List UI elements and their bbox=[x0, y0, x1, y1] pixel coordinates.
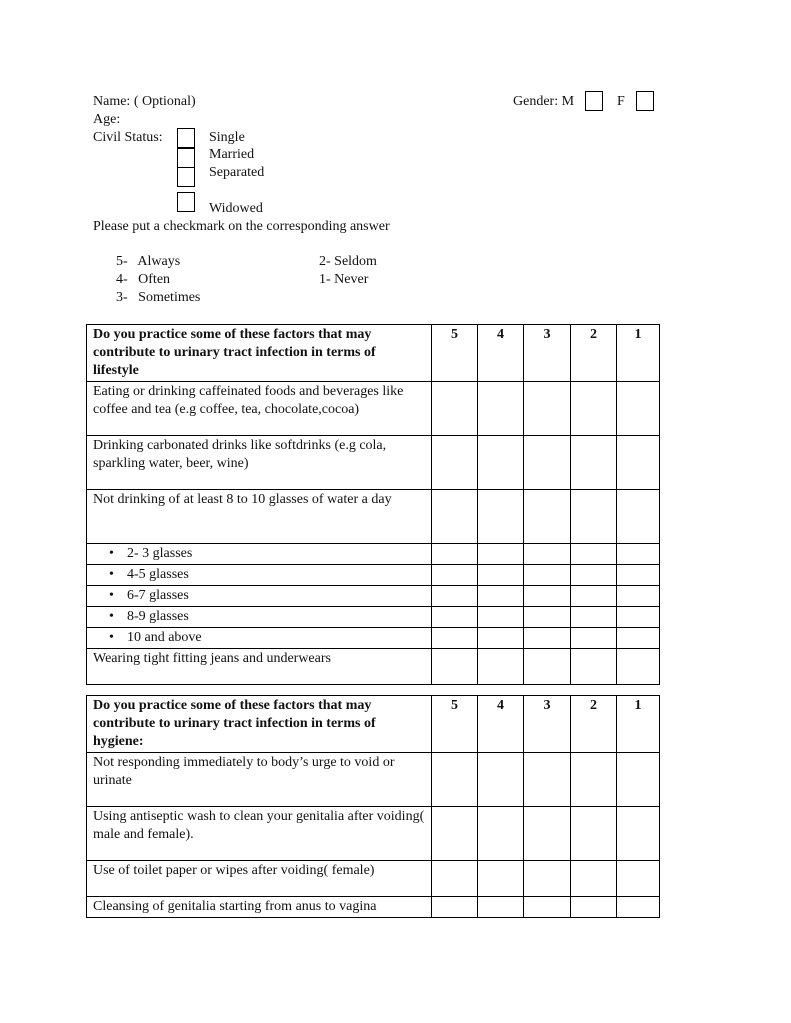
answer-cell[interactable] bbox=[478, 861, 524, 897]
answer-cell[interactable] bbox=[617, 544, 660, 565]
bullet-item: • 8-9 glasses bbox=[87, 607, 432, 628]
answer-cell[interactable] bbox=[571, 628, 617, 649]
answer-cell[interactable] bbox=[432, 490, 478, 544]
answer-cell[interactable] bbox=[478, 649, 524, 685]
answer-cell[interactable] bbox=[571, 382, 617, 436]
answer-cell[interactable] bbox=[478, 586, 524, 607]
answer-cell[interactable] bbox=[432, 436, 478, 490]
answer-cell[interactable] bbox=[571, 649, 617, 685]
civil-married-label: Married bbox=[209, 147, 255, 162]
question-toilet-paper: Use of toilet paper or wipes after voiding( female) bbox=[87, 861, 432, 897]
rating-header-1: 1 bbox=[617, 696, 660, 753]
rating-header-2: 2 bbox=[571, 696, 617, 753]
bullet-item: • 10 and above bbox=[87, 628, 432, 649]
question-caffeine: Eating or drinking caffeinated foods and beverages like coffee and tea (e.g coffee, tea, chocolate,cocoa) bbox=[87, 382, 432, 436]
answer-cell[interactable] bbox=[478, 753, 524, 807]
table-row bbox=[87, 565, 660, 586]
answer-cell[interactable] bbox=[571, 897, 617, 918]
scale-sometimes: 3- Sometimes bbox=[116, 290, 201, 305]
answer-cell[interactable] bbox=[524, 586, 571, 607]
table-row bbox=[87, 382, 660, 436]
answer-cell[interactable] bbox=[617, 649, 660, 685]
answer-cell[interactable] bbox=[617, 565, 660, 586]
answer-cell[interactable] bbox=[478, 436, 524, 490]
answer-cell[interactable] bbox=[571, 807, 617, 861]
lifestyle-header: Do you practice some of these factors that may contribute to urinary tract infection in terms of lifestyle bbox=[87, 325, 432, 382]
answer-cell[interactable] bbox=[524, 753, 571, 807]
answer-cell[interactable] bbox=[524, 861, 571, 897]
rating-header-3: 3 bbox=[524, 696, 571, 753]
question-tight-clothing: Wearing tight fitting jeans and underwears bbox=[87, 649, 432, 685]
answer-cell[interactable] bbox=[524, 607, 571, 628]
table-row bbox=[87, 586, 660, 607]
bullet-item: • 4-5 glasses bbox=[87, 565, 432, 586]
answer-cell[interactable] bbox=[432, 649, 478, 685]
answer-cell[interactable] bbox=[571, 607, 617, 628]
lifestyle-table bbox=[86, 324, 660, 685]
hygiene-table bbox=[86, 695, 660, 918]
name-label: Name: ( Optional) bbox=[93, 94, 196, 109]
scale-never: 1- Never bbox=[319, 272, 369, 287]
answer-cell[interactable] bbox=[571, 436, 617, 490]
gender-label: Gender: M bbox=[513, 94, 575, 109]
answer-cell[interactable] bbox=[478, 607, 524, 628]
answer-cell[interactable] bbox=[617, 861, 660, 897]
rating-header-2: 2 bbox=[571, 325, 617, 382]
rating-header-4: 4 bbox=[478, 696, 524, 753]
answer-cell[interactable] bbox=[524, 807, 571, 861]
answer-cell[interactable] bbox=[524, 897, 571, 918]
answer-cell[interactable] bbox=[571, 861, 617, 897]
answer-cell[interactable] bbox=[571, 586, 617, 607]
table-row bbox=[87, 436, 660, 490]
answer-cell[interactable] bbox=[617, 897, 660, 918]
bullet-icon: • bbox=[109, 588, 114, 603]
answer-cell[interactable] bbox=[571, 544, 617, 565]
answer-cell[interactable] bbox=[478, 544, 524, 565]
civil-married-checkbox[interactable] bbox=[177, 148, 195, 168]
answer-cell[interactable] bbox=[524, 382, 571, 436]
question-urge-to-void: Not responding immediately to body’s urge to void or urinate bbox=[87, 753, 432, 807]
question-antiseptic-wash: Using antiseptic wash to clean your genitalia after voiding( male and female). bbox=[87, 807, 432, 861]
rating-header-5: 5 bbox=[432, 696, 478, 753]
scale-often: 4- Often bbox=[116, 272, 171, 287]
answer-cell[interactable] bbox=[478, 565, 524, 586]
answer-cell[interactable] bbox=[432, 807, 478, 861]
answer-cell[interactable] bbox=[617, 436, 660, 490]
answer-cell[interactable] bbox=[432, 897, 478, 918]
hygiene-header: Do you practice some of these factors that may contribute to urinary tract infection in terms of hygiene: bbox=[87, 696, 432, 753]
answer-cell[interactable] bbox=[524, 628, 571, 649]
civil-status-label: Civil Status: bbox=[93, 130, 163, 145]
answer-cell[interactable] bbox=[432, 565, 478, 586]
answer-cell[interactable] bbox=[617, 382, 660, 436]
answer-cell[interactable] bbox=[478, 490, 524, 544]
bullet-icon: • bbox=[109, 609, 114, 624]
answer-cell[interactable] bbox=[617, 586, 660, 607]
answer-cell[interactable] bbox=[432, 544, 478, 565]
rating-header-4: 4 bbox=[478, 325, 524, 382]
scale-seldom: 2- Seldom bbox=[319, 254, 377, 269]
gender-m-checkbox[interactable] bbox=[585, 91, 603, 111]
answer-cell[interactable] bbox=[478, 382, 524, 436]
table-row bbox=[87, 628, 660, 649]
bullet-icon: • bbox=[109, 546, 114, 561]
rating-header-3: 3 bbox=[524, 325, 571, 382]
table-row bbox=[87, 490, 660, 544]
answer-cell[interactable] bbox=[432, 861, 478, 897]
answer-cell[interactable] bbox=[524, 490, 571, 544]
question-water: Not drinking of at least 8 to 10 glasses of water a day bbox=[87, 490, 432, 544]
civil-single-checkbox[interactable] bbox=[177, 128, 195, 148]
answer-cell[interactable] bbox=[617, 628, 660, 649]
gender-f-checkbox[interactable] bbox=[636, 91, 654, 111]
rating-header-5: 5 bbox=[432, 325, 478, 382]
answer-cell[interactable] bbox=[478, 628, 524, 649]
bullet-icon: • bbox=[109, 630, 114, 645]
civil-widowed-checkbox[interactable] bbox=[177, 192, 195, 212]
table-header-row bbox=[87, 696, 660, 753]
table-row bbox=[87, 897, 660, 918]
answer-cell[interactable] bbox=[432, 628, 478, 649]
bullet-icon: • bbox=[109, 567, 114, 582]
table-row bbox=[87, 544, 660, 565]
answer-cell[interactable] bbox=[524, 565, 571, 586]
answer-cell[interactable] bbox=[617, 490, 660, 544]
table-row bbox=[87, 649, 660, 685]
answer-cell[interactable] bbox=[432, 586, 478, 607]
age-label: Age: bbox=[93, 112, 121, 127]
answer-cell[interactable] bbox=[478, 807, 524, 861]
civil-single-label: Single bbox=[209, 130, 245, 145]
answer-cell[interactable] bbox=[524, 649, 571, 685]
civil-separated-checkbox[interactable] bbox=[177, 167, 195, 187]
answer-cell[interactable] bbox=[524, 544, 571, 565]
answer-cell[interactable] bbox=[432, 382, 478, 436]
answer-cell[interactable] bbox=[524, 436, 571, 490]
table-row bbox=[87, 607, 660, 628]
answer-cell[interactable] bbox=[432, 607, 478, 628]
answer-cell[interactable] bbox=[571, 753, 617, 807]
answer-cell[interactable] bbox=[571, 565, 617, 586]
bullet-item: • 6-7 glasses bbox=[87, 586, 432, 607]
question-cleansing-direction: Cleansing of genitalia starting from anus to vagina bbox=[87, 897, 432, 918]
scale-always: 5- Always bbox=[116, 254, 181, 269]
answer-cell[interactable] bbox=[617, 607, 660, 628]
answer-cell[interactable] bbox=[478, 897, 524, 918]
gender-f-label: F bbox=[617, 94, 625, 109]
rating-header-1: 1 bbox=[617, 325, 660, 382]
question-carbonated: Drinking carbonated drinks like softdrinks (e.g cola, sparkling water, beer, wine) bbox=[87, 436, 432, 490]
table-row bbox=[87, 807, 660, 861]
civil-separated-label: Separated bbox=[209, 165, 265, 180]
answer-cell[interactable] bbox=[617, 807, 660, 861]
civil-widowed-label: Widowed bbox=[209, 201, 263, 216]
table-row bbox=[87, 861, 660, 897]
bullet-item: • 2- 3 glasses bbox=[87, 544, 432, 565]
answer-cell[interactable] bbox=[617, 753, 660, 807]
table-header-row bbox=[87, 325, 660, 382]
instructions: Please put a checkmark on the corresponding answer bbox=[93, 219, 390, 234]
answer-cell[interactable] bbox=[571, 490, 617, 544]
table-row bbox=[87, 753, 660, 807]
answer-cell[interactable] bbox=[432, 753, 478, 807]
